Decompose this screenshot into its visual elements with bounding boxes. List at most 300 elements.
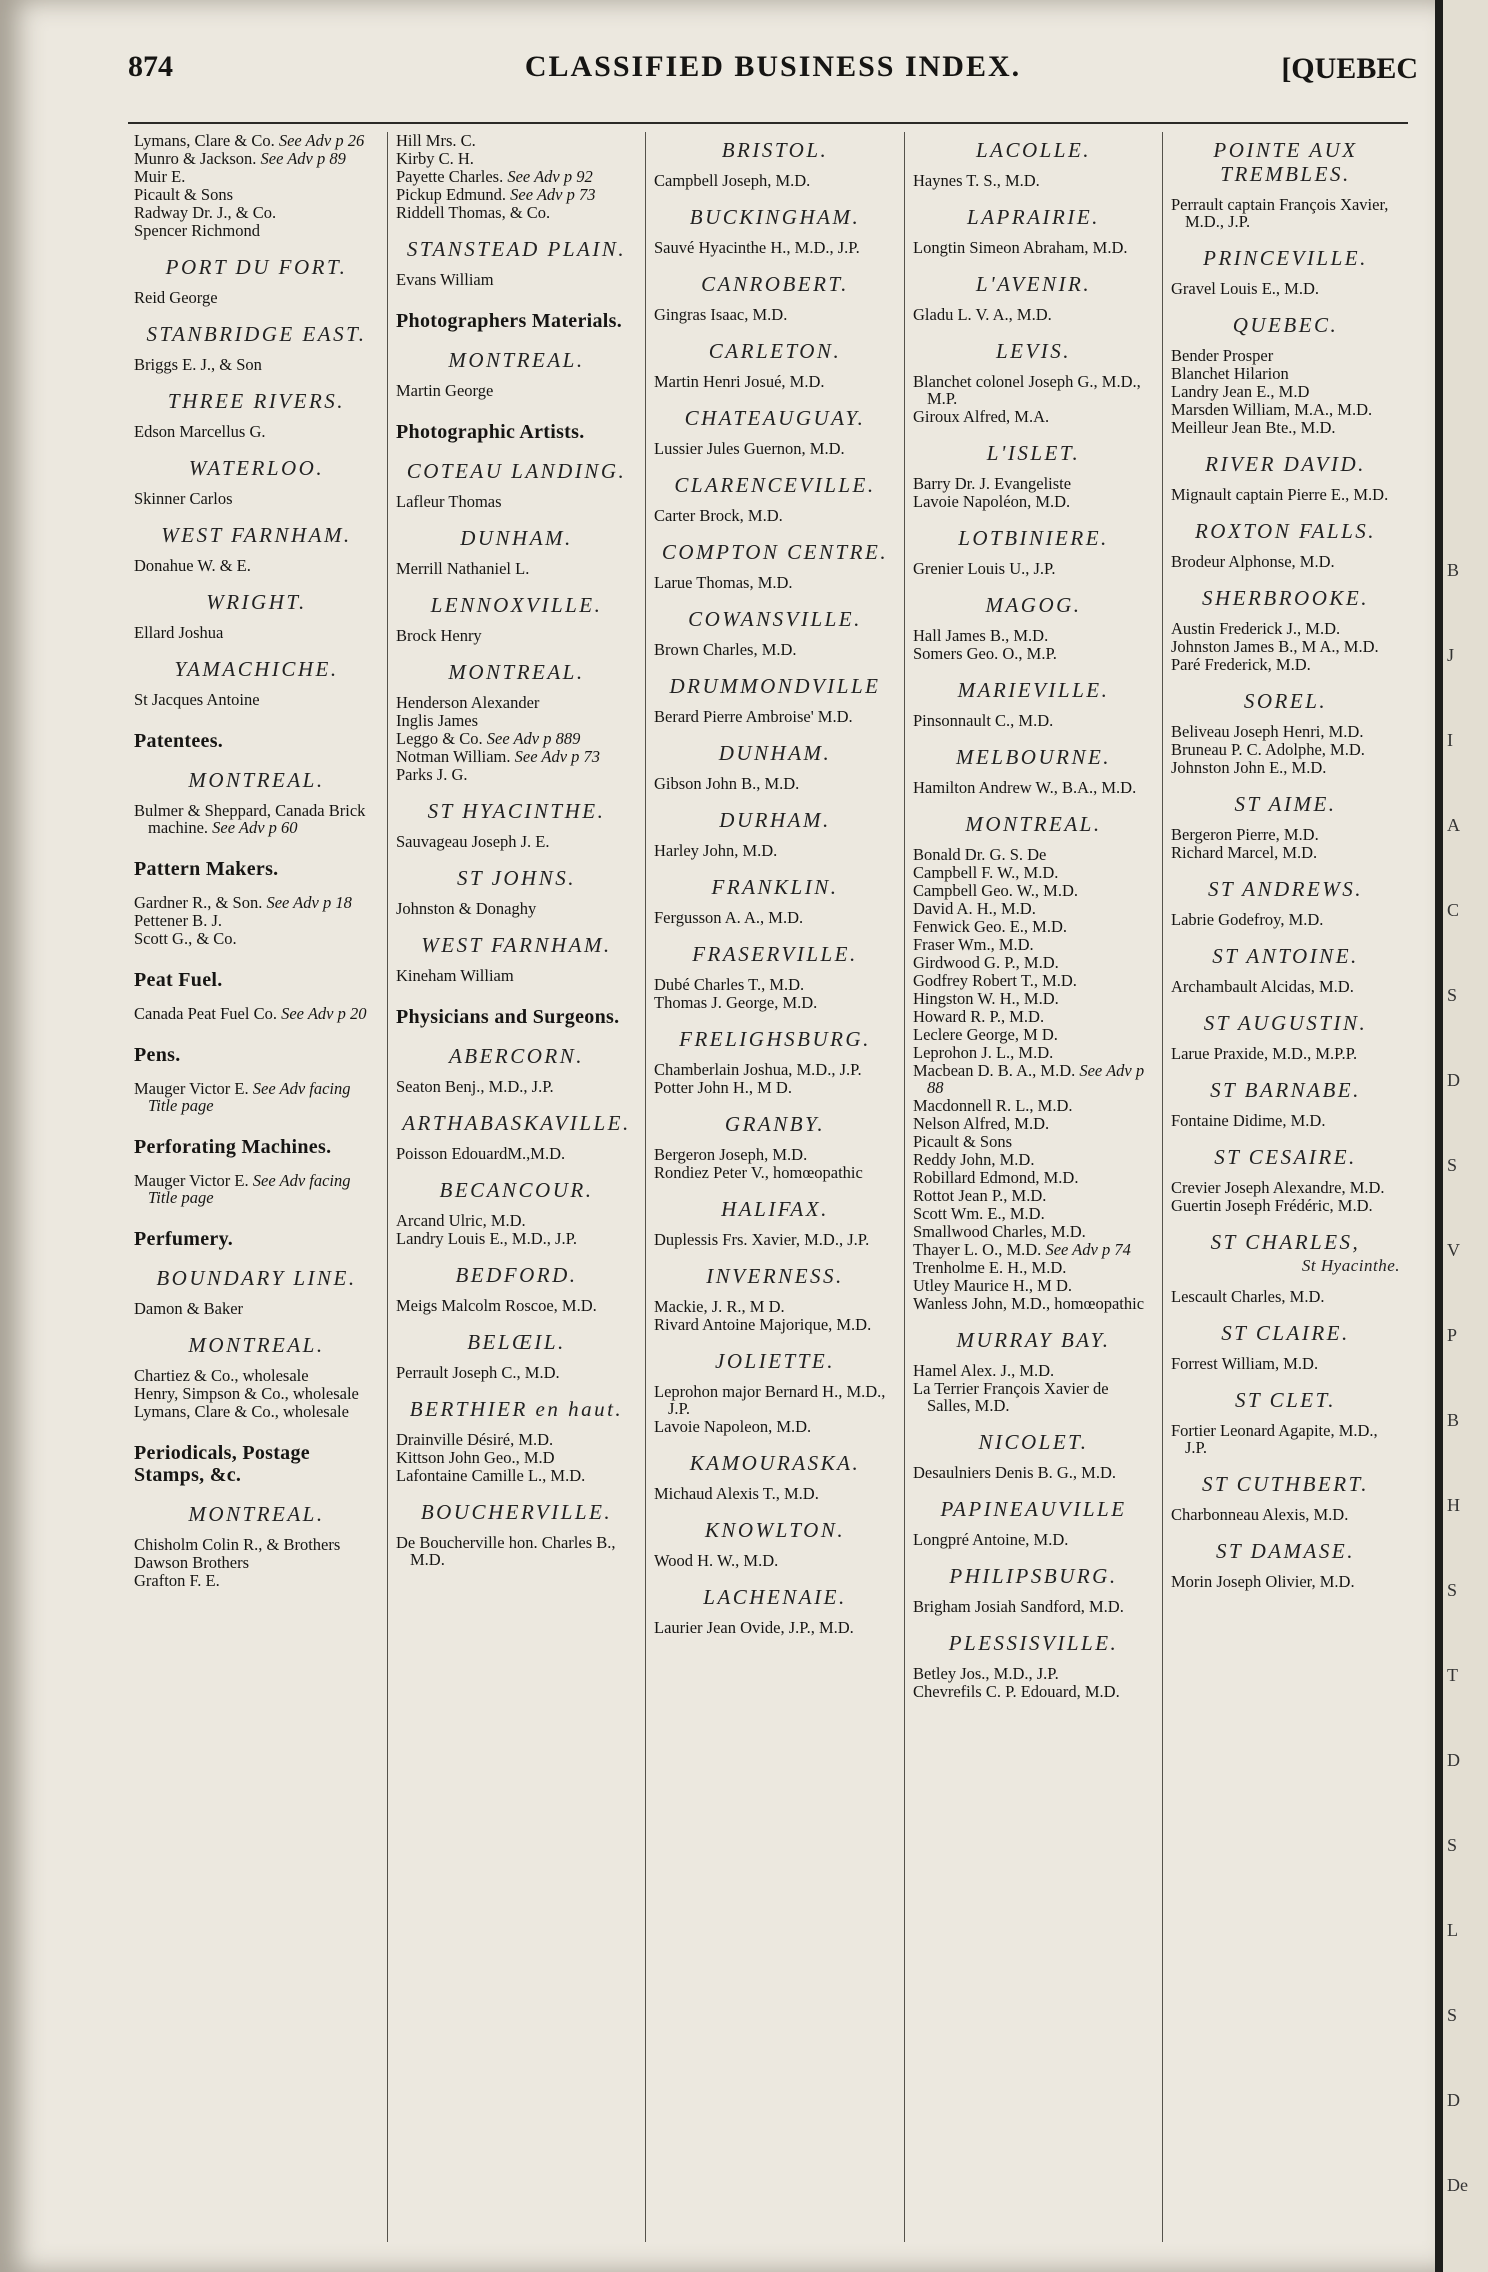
advertisement-reference: See Adv p 73 [510, 185, 596, 204]
listing-entry [1171, 1045, 1400, 1062]
listing-entry [1171, 365, 1400, 382]
listing-name: Meigs Malcolm Roscoe, M.D. [396, 1296, 597, 1315]
place-heading [654, 1518, 896, 1542]
category-heading [134, 1044, 379, 1066]
adjacent-page-fragment: C [1447, 900, 1460, 920]
listing-entry [654, 507, 896, 524]
listing-entry [654, 994, 896, 1011]
heading-text: ST ANTOINE. [1212, 944, 1359, 968]
listing-name: Lussier Jules Guernon, M.D. [654, 439, 845, 458]
listing-entry [1171, 844, 1400, 861]
listing-name: Archambault Alcidas, M.D. [1171, 977, 1354, 996]
place-heading [1171, 1539, 1400, 1563]
heading-text: MURRAY BAY. [956, 1328, 1111, 1352]
heading-text: L'ISLET. [986, 441, 1081, 465]
listing-name: Perrault captain François Xavier, M.D., J.P. [1171, 195, 1389, 231]
heading-text: ARTHABASKAVILLE. [402, 1111, 631, 1135]
place-heading [1171, 586, 1400, 610]
listing-name: Johnston & Donaghy [396, 899, 537, 918]
heading-text: JOLIETTE. [715, 1349, 835, 1373]
listing-name: Rivard Antoine Majorique, M.D. [654, 1315, 872, 1334]
heading-text: BERTHIER en haut. [409, 1397, 624, 1421]
listing-entry [654, 1079, 896, 1096]
heading-text: MARIEVILLE. [957, 678, 1110, 702]
listing-name: Morin Joseph Olivier, M.D. [1171, 1572, 1355, 1591]
listing-entry [913, 1044, 1154, 1061]
listing-entry [134, 150, 379, 167]
heading-text: QUEBEC. [1232, 313, 1339, 337]
heading-text: FRANKLIN. [711, 875, 839, 899]
listing-name: Chamberlain Joshua, M.D., J.P. [654, 1060, 862, 1079]
listing-name: Girdwood G. P., M.D. [913, 953, 1059, 972]
place-heading [396, 1111, 637, 1135]
listing-entry [913, 1295, 1154, 1312]
listing-entry [654, 1485, 896, 1502]
listing-name: Labrie Godefroy, M.D. [1171, 910, 1324, 929]
place-heading [654, 1197, 896, 1221]
listing-entry [913, 1241, 1154, 1258]
listing-entry [913, 1380, 1154, 1414]
listing-name: Laurier Jean Ovide, J.P., M.D. [654, 1618, 854, 1637]
listing-name: Picault & Sons [134, 185, 234, 204]
listing-name: Blanchet Hilarion [1171, 364, 1289, 383]
adjacent-page-edge [1443, 0, 1488, 2272]
heading-text: LAPRAIRIE. [967, 205, 1100, 229]
listing-name: Giroux Alfred, M.A. [913, 407, 1050, 426]
listing-entry [1171, 1355, 1400, 1372]
listing-entry [654, 775, 896, 792]
listing-name: St Jacques Antoine [134, 690, 260, 709]
listing-name: Lafleur Thomas [396, 492, 502, 511]
place-heading [654, 1585, 896, 1609]
place-heading [913, 593, 1154, 617]
listing-entry [134, 423, 379, 440]
listing-entry [396, 1534, 637, 1568]
heading-text: WRIGHT. [206, 590, 307, 614]
heading-text: THREE RIVERS. [167, 389, 346, 413]
heading-text: NICOLET. [978, 1430, 1089, 1454]
listing-name: Bulmer & Sheppard, Canada Brick machine. [134, 801, 366, 837]
heading-text: ST HYACINTHE. [427, 799, 606, 823]
place-heading [913, 1497, 1154, 1521]
place-heading [1171, 944, 1400, 968]
listing-entry [134, 930, 379, 947]
heading-text: STANBRIDGE EAST. [146, 322, 367, 346]
listing-entry [396, 560, 637, 577]
listing-entry [654, 574, 896, 591]
listing-name: Canada Peat Fuel Co. [134, 1004, 277, 1023]
listing-entry [913, 1531, 1154, 1548]
listing-name: Nelson Alfred, M.D. [913, 1114, 1050, 1133]
heading-text: DRUMMONDVILLE [669, 674, 881, 698]
listing-entry [654, 1552, 896, 1569]
advertisement-reference: See Adv p 20 [281, 1004, 367, 1023]
listing-name: Riddell Thomas, & Co. [396, 203, 551, 222]
place-heading [134, 322, 379, 346]
place-heading [396, 866, 637, 890]
place-heading [654, 1027, 896, 1051]
listing-entry [134, 1536, 379, 1553]
listing-name: Hingston W. H., M.D. [913, 989, 1059, 1008]
listing-entry [654, 1146, 896, 1163]
listing-entry [913, 493, 1154, 510]
heading-text: DURHAM. [719, 808, 831, 832]
listing-name: Mignault captain Pierre E., M.D. [1171, 485, 1389, 504]
listing-entry [1171, 911, 1400, 928]
listing-name: Lymans, Clare & Co. [134, 132, 275, 150]
listing-entry [1171, 723, 1400, 740]
place-heading [654, 875, 896, 899]
listing-entry [654, 306, 896, 323]
listing-entry [913, 990, 1154, 1007]
place-heading [134, 456, 379, 480]
listing-name: Poisson EdouardM.,M.D. [396, 1144, 566, 1163]
listing-name: Leprohon major Bernard H., M.D., J.P. [654, 1382, 886, 1418]
listing-entry [913, 1223, 1154, 1240]
heading-text: BUCKINGHAM. [689, 205, 861, 229]
listing-name: Perrault Joseph C., M.D. [396, 1363, 560, 1382]
place-heading [913, 272, 1154, 296]
listing-entry [396, 168, 637, 185]
listing-name: Bergeron Pierre, M.D. [1171, 825, 1319, 844]
listing-name: Pettener B. J. [134, 911, 222, 930]
page-title: CLASSIFIED BUSINESS INDEX. [524, 50, 1022, 83]
heading-text: MONTREAL. [965, 812, 1102, 836]
heading-text: Peat Fuel. [134, 969, 223, 991]
adjacent-page-fragment: J [1447, 645, 1455, 665]
listing-name: La Terrier François Xavier de Salles, M.D. [913, 1379, 1109, 1415]
listing-entry [134, 222, 379, 239]
listing-entry [1171, 347, 1400, 364]
listing-entry [396, 1431, 637, 1448]
heading-text: KNOWLTON. [704, 1518, 846, 1542]
place-heading [396, 348, 637, 372]
listing-entry [134, 289, 379, 306]
heading-text: HALIFAX. [721, 1197, 829, 1221]
heading-text: INVERNESS. [706, 1264, 844, 1288]
listing-name: Fortier Leonard Agapite, M.D., J.P. [1171, 1421, 1378, 1457]
listing-name: Barry Dr. J. Evangeliste [913, 474, 1072, 493]
place-heading [1171, 1388, 1400, 1412]
listing-name: Sauvageau Joseph J. E. [396, 832, 550, 851]
listing-entry [134, 356, 379, 373]
listing-entry [913, 900, 1154, 917]
listing-entry [396, 1449, 637, 1466]
listing-entry [913, 1026, 1154, 1043]
listing-name: Kirby C. H. [396, 149, 474, 168]
listing-name: Seaton Benj., M.D., J.P. [396, 1077, 554, 1096]
listing-entry [913, 373, 1154, 407]
listing-entry [396, 1467, 637, 1484]
listing-entry [654, 239, 896, 256]
advertisement-reference: See Adv facing Title page [148, 1079, 351, 1115]
listing-entry [396, 493, 637, 510]
listing-entry [913, 1062, 1154, 1096]
listing-name: Howard R. P., M.D. [913, 1007, 1045, 1026]
listing-entry [396, 271, 637, 288]
heading-text: SOREL. [1243, 689, 1328, 713]
listing-name: Lavoie Napoleon, M.D. [654, 1417, 812, 1436]
listing-name: Kineham William [396, 966, 514, 985]
heading-text: BELŒIL. [467, 1330, 566, 1354]
heading-text: ST JOHNS. [457, 866, 576, 890]
listing-name: Charbonneau Alexis, M.D. [1171, 1505, 1349, 1524]
listing-entry [654, 842, 896, 859]
heading-text: ST AIME. [1234, 792, 1337, 816]
advertisement-reference: See Adv p 89 [260, 149, 346, 168]
category-heading [396, 310, 637, 332]
adjacent-page-fragment: I [1447, 730, 1453, 750]
listing-entry [134, 1554, 379, 1571]
place-heading [654, 205, 896, 229]
listing-name: Thayer L. O., M.D. [913, 1240, 1042, 1259]
heading-text: ST CLET. [1235, 1388, 1336, 1412]
listing-name: Evans William [396, 270, 494, 289]
heading-text: LOTBINIERE. [958, 526, 1109, 550]
listing-name: Michaud Alexis T., M.D. [654, 1484, 819, 1503]
listing-entry [1171, 656, 1400, 673]
listing-name: Bender Prosper [1171, 346, 1274, 365]
listing-entry [396, 833, 637, 850]
listing-entry [134, 802, 379, 836]
listing-name: Campbell F. W., M.D. [913, 863, 1059, 882]
listing-name: Sauvé Hyacinthe H., M.D., J.P. [654, 238, 860, 257]
listing-name: Damon & Baker [134, 1299, 244, 1318]
listing-entry [396, 1297, 637, 1314]
place-heading [1171, 1472, 1400, 1496]
place-heading [396, 593, 637, 617]
listing-name: Johnston John E., M.D. [1171, 758, 1327, 777]
place-heading [913, 1430, 1154, 1454]
listing-entry [1171, 486, 1400, 503]
listing-name: Hamilton Andrew W., B.A., M.D. [913, 778, 1137, 797]
place-heading [1171, 452, 1400, 476]
heading-text: CANROBERT. [701, 272, 849, 296]
listing-name: Harley John, M.D. [654, 841, 778, 860]
listing-entry [134, 1005, 379, 1022]
adjacent-page-fragment: A [1447, 815, 1460, 835]
listing-entry [396, 748, 637, 765]
heading-text: CHATEAUGUAY. [684, 406, 866, 430]
listing-name: Macbean D. B. A., M.D. [913, 1061, 1076, 1080]
listing-entry [1171, 1112, 1400, 1129]
listing-entry [134, 1172, 379, 1206]
place-heading [654, 138, 896, 162]
listing-name: Briggs E. J., & Son [134, 355, 262, 374]
place-heading [396, 799, 637, 823]
listing-entry [134, 557, 379, 574]
listing-name: Reid George [134, 288, 218, 307]
listing-entry [913, 1133, 1154, 1150]
category-heading [134, 1228, 379, 1250]
place-heading [654, 272, 896, 296]
listing-name: Leprohon J. L., M.D. [913, 1043, 1054, 1062]
listing-entry [913, 1665, 1154, 1682]
place-heading [913, 205, 1154, 229]
listing-entry [134, 1572, 379, 1589]
category-heading [134, 1442, 379, 1486]
listing-entry [1171, 196, 1400, 230]
listing-name: Blanchet colonel Joseph G., M.D., M.P. [913, 372, 1141, 408]
heading-text: Pens. [134, 1044, 181, 1066]
listing-name: Meilleur Jean Bte., M.D. [1171, 418, 1336, 437]
listing-name: Haynes T. S., M.D. [913, 171, 1040, 190]
listing-entry [654, 641, 896, 658]
listing-entry [913, 1598, 1154, 1615]
heading-text: MONTREAL. [188, 768, 325, 792]
listing-name: Scott Wm. E., M.D. [913, 1204, 1045, 1223]
listing-entry [913, 645, 1154, 662]
listing-name: Godfrey Robert T., M.D. [913, 971, 1077, 990]
listing-name: Fergusson A. A., M.D. [654, 908, 804, 927]
listing-name: Muir E. [134, 167, 186, 186]
heading-text: STANSTEAD PLAIN. [406, 237, 627, 261]
listing-name: Desaulniers Denis B. G., M.D. [913, 1463, 1117, 1482]
heading-text: LENNOXVILLE. [430, 593, 603, 617]
listing-name: Munro & Jackson. [134, 149, 257, 168]
listing-entry [1171, 1422, 1400, 1456]
listing-name: Drainville Désiré, M.D. [396, 1430, 554, 1449]
place-heading [654, 1349, 896, 1373]
listing-entry [654, 440, 896, 457]
listing-name: Grenier Louis U., J.P. [913, 559, 1056, 578]
listing-entry [654, 708, 896, 725]
listing-entry [1171, 741, 1400, 758]
place-heading [134, 1266, 379, 1290]
listing-entry [913, 239, 1154, 256]
heading-text: BOUCHERVILLE. [420, 1500, 613, 1524]
listing-entry [134, 186, 379, 203]
heading-text: BEDFORD. [455, 1263, 578, 1287]
place-heading [913, 441, 1154, 465]
place-heading [654, 741, 896, 765]
heading-text: BRISTOL. [721, 138, 829, 162]
heading-text: PLESSISVILLE. [948, 1631, 1119, 1655]
heading-text: ST AUGUSTIN. [1203, 1011, 1368, 1035]
heading-text: MAGOG. [985, 593, 1082, 617]
region-label: [QUEBEC [1281, 52, 1418, 85]
listing-name: Crevier Joseph Alexandre, M.D. [1171, 1178, 1385, 1197]
listing-name: Chisholm Colin R., & Brothers [134, 1535, 341, 1554]
listing-name: Brigham Josiah Sandford, M.D. [913, 1597, 1124, 1616]
listing-entry [913, 882, 1154, 899]
listing-name: Johnston James B., M A., M.D. [1171, 637, 1379, 656]
place-heading [654, 1264, 896, 1288]
heading-text: PRINCEVILLE. [1203, 246, 1368, 270]
adjacent-page-fragment: T [1447, 1665, 1458, 1685]
listing-name: Landry Jean E., M.D [1171, 382, 1310, 401]
heading-text: CARLETON. [708, 339, 842, 363]
place-heading [396, 459, 637, 483]
heading-text: Photographers Materials. [396, 310, 623, 332]
adjacent-page-fragment: P [1447, 1325, 1458, 1345]
listing-entry [1171, 553, 1400, 570]
listing-name: Mackie, J. R., M D. [654, 1297, 785, 1316]
listing-entry [913, 627, 1154, 644]
listing-name: Macdonnell R. L., M.D. [913, 1096, 1073, 1115]
listing-name: Spencer Richmond [134, 221, 261, 240]
heading-text: KAMOURASKA. [689, 1451, 861, 1475]
listing-name: Landry Louis E., M.D., J.P. [396, 1229, 578, 1248]
heading-text: LEVIS. [995, 339, 1072, 363]
listing-entry [913, 972, 1154, 989]
listing-name: De Boucherville hon. Charles B., M.D. [396, 1533, 616, 1569]
heading-text: Patentees. [134, 730, 224, 752]
place-heading [134, 255, 379, 279]
listing-entry [913, 1464, 1154, 1481]
listing-name: Picault & Sons [913, 1132, 1013, 1151]
heading-text: COTEAU LANDING. [406, 459, 627, 483]
listing-name: Paré Frederick, M.D. [1171, 655, 1311, 674]
listing-entry [396, 382, 637, 399]
listing-name: Guertin Joseph Frédéric, M.D. [1171, 1196, 1373, 1215]
listing-entry [134, 1403, 379, 1420]
listing-entry [396, 900, 637, 917]
page-number: 874 [128, 50, 173, 83]
heading-text: ABERCORN. [448, 1044, 585, 1068]
adjacent-page-fragment: De [1447, 2175, 1468, 2195]
adjacent-page-fragment: B [1447, 560, 1460, 580]
heading-text: PHILIPSBURG. [949, 1564, 1118, 1588]
place-subheading: St Hyacinthe. [1301, 1256, 1400, 1275]
place-heading [1171, 1078, 1400, 1102]
listing-name: Utley Maurice H., M D. [913, 1276, 1073, 1295]
listing-name: Fontaine Didime, M.D. [1171, 1111, 1326, 1130]
listing-entry [654, 976, 896, 993]
page-header [128, 46, 1418, 94]
listing-name: Payette Charles. [396, 167, 504, 186]
heading-text: Perfumery. [134, 1228, 234, 1250]
listing-entry [913, 1169, 1154, 1186]
listing-name: Smallwood Charles, M.D. [913, 1222, 1086, 1241]
heading-text: LACOLLE. [975, 138, 1092, 162]
place-heading [913, 138, 1154, 162]
listing-name: Robillard Edmond, M.D. [913, 1168, 1079, 1187]
index-column-5 [1162, 132, 1408, 2242]
listing-entry [913, 1259, 1154, 1276]
category-heading [134, 730, 379, 752]
heading-text: Periodicals, Postage Stamps, &c. [134, 1442, 310, 1486]
listing-name: Gardner R., & Son. [134, 893, 263, 912]
listing-name: Wood H. W., M.D. [654, 1551, 779, 1570]
place-heading [134, 657, 379, 681]
listing-name: Pinsonnault C., M.D. [913, 711, 1054, 730]
listing-name: Lescault Charles, M.D. [1171, 1287, 1325, 1306]
place-heading [1171, 519, 1400, 543]
category-heading [396, 1006, 637, 1028]
listing-entry [396, 627, 637, 644]
advertisement-reference: See Adv p 92 [507, 167, 593, 186]
place-heading [134, 590, 379, 614]
listing-name: Brodeur Alphonse, M.D. [1171, 552, 1335, 571]
listing-entry [134, 1385, 379, 1402]
adjacent-page-fragment: B [1447, 1410, 1460, 1430]
listing-entry [396, 1212, 637, 1229]
listing-name: Ellard Joshua [134, 623, 224, 642]
listing-entry [913, 1097, 1154, 1114]
listing-entry [134, 204, 379, 221]
listing-name: Bergeron Joseph, M.D. [654, 1145, 808, 1164]
listing-entry [134, 168, 379, 185]
listing-name: Rondiez Peter V., homœopathic [654, 1163, 863, 1182]
listing-entry [913, 918, 1154, 935]
listing-name: Chartiez & Co., wholesale [134, 1366, 309, 1385]
place-heading [1171, 1230, 1400, 1278]
place-heading [654, 808, 896, 832]
listing-entry [396, 204, 637, 221]
listing-name: Mauger Victor E. [134, 1171, 249, 1190]
heading-text: BOUNDARY LINE. [156, 1266, 357, 1290]
